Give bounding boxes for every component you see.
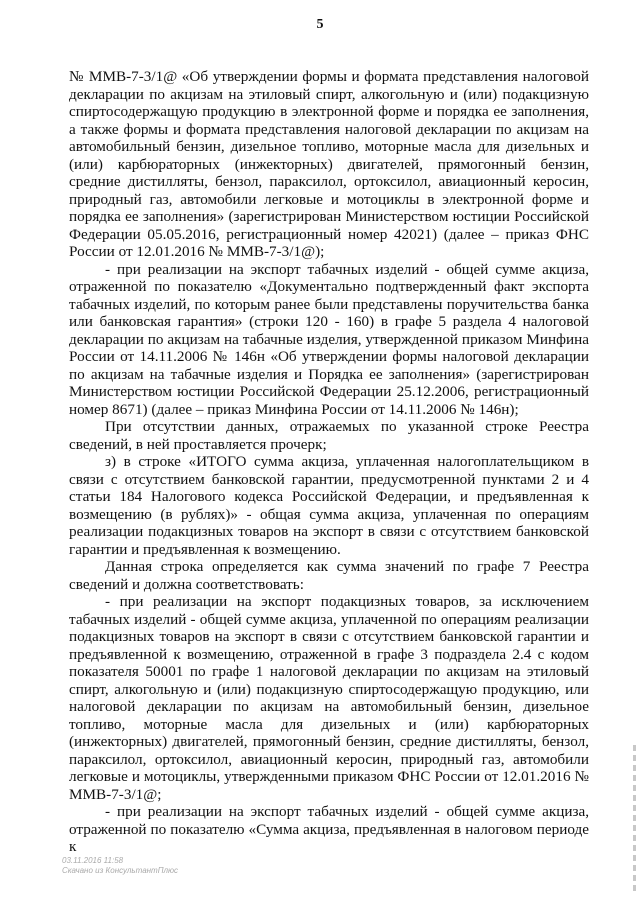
paragraph-order-reference: № ММВ-7-3/1@ «Об утверждении формы и формата представления налоговой декларации по акцизам на этиловый спирт, алкогольную и (или) подакцизную спиртосодержащую продукцию в электронной форме и порядка ее заполнения, а также формы и формата представления налоговой декларации по акцизам на автомобильный бензин, дизельное топливо, моторные масла для дизельных и (или) карбюраторных (инжекторных) двигателей, прямогонный бензин, средние дистилляты, бензол, параксилол, ортоксилол, авиационный керосин, природный газ, автомобили легковые и мотоциклы в электронной форме и порядка ее заполнения» (зарегистрирован Министерством юстиции Российской Федерации 05.05.2016, регистрационный номер 42021) (далее – приказ ФНС России от 12.01.2016 № ММВ-7-3/1@); [69, 68, 589, 260]
paragraph-tobacco-export-continued: - при реализации на экспорт табачных изделий - общей сумме акциза, отраженной по показателю «Сумма акциза, предъявленная в налоговом периоде к [69, 803, 589, 855]
print-stamp-date: 03.11.2016 11:58 [62, 856, 124, 865]
paragraph-total-line: з) в строке «ИТОГО сумма акциза, уплаченная налогоплательщиком в связи с отсутствием банковской гарантии, предусмотренной пунктами 2 и 4 статьи 184 Налогового кодекса Российской Федерации, и предъявленная к возмещению (в рублях)» - общая сумма акциза, уплаченная по операциям реализации подакцизных товаров на экспорт в связи с отсутствием банковской гарантии и предъявленная к возмещению. [69, 453, 589, 558]
print-stamp-source: Скачано из КонсультантПлюс [62, 866, 179, 875]
paragraph-tobacco-export: - при реализации на экспорт табачных изделий - общей сумме акциза, отраженной по показателю «Документально подтвержденный факт экспорта табачных изделий, по которым ранее были представлены поручительства банка или банковская гарантия» (строки 120 - 160) в графе 5 раздела 4 налоговой декларации по акцизам на табачные изделия, утвержденной приказом Минфина России от 14.11.2006 № 146н «Об утверждении формы налоговой декларации по акцизам на табачные изделия и Порядка ее заполнения» (зарегистрирован Министерством юстиции Российской Федерации 25.12.2006, регистрационный номер 8671) (далее – приказ Минфина России от 14.11.2006 № 146н); [69, 260, 589, 418]
paragraph-no-data: При отсутствии данных, отражаемых по указанной строке Реестра сведений, в ней проставляется прочерк; [69, 418, 589, 453]
page-number: 5 [316, 17, 324, 32]
paragraph-sum-definition: Данная строка определяется как сумма значений по графе 7 Реестра сведений и должна соответствовать: [69, 558, 589, 593]
scan-edge-mark [633, 745, 636, 895]
document-body [69, 68, 589, 856]
paragraph-excise-goods-export: - при реализации на экспорт подакцизных товаров, за исключением табачных изделий - общей сумме акциза, уплаченной по операциям реализации подакцизных товаров на экспорт в связи с отсутствием банковской гарантии и предъявленной к возмещению, отраженной в графе 3 подраздела 2.4 с кодом показателя 50001 по графе 1 налоговой декларации по акцизам на этиловый спирт, алкогольную и (или) подакцизную спиртосодержащую продукцию, или налоговой декларации по акцизам на автомобильный бензин, дизельное топливо, моторные масла для дизельных и (или) карбюраторных (инжекторных) двигателей, прямогонный бензин, средние дистилляты, бензол, параксилол, ортоксилол, авиационный керосин, природный газ, автомобили легковые и мотоциклы, утвержденными приказом ФНС России от 12.01.2016 № ММВ-7-3/1@; [69, 593, 589, 803]
